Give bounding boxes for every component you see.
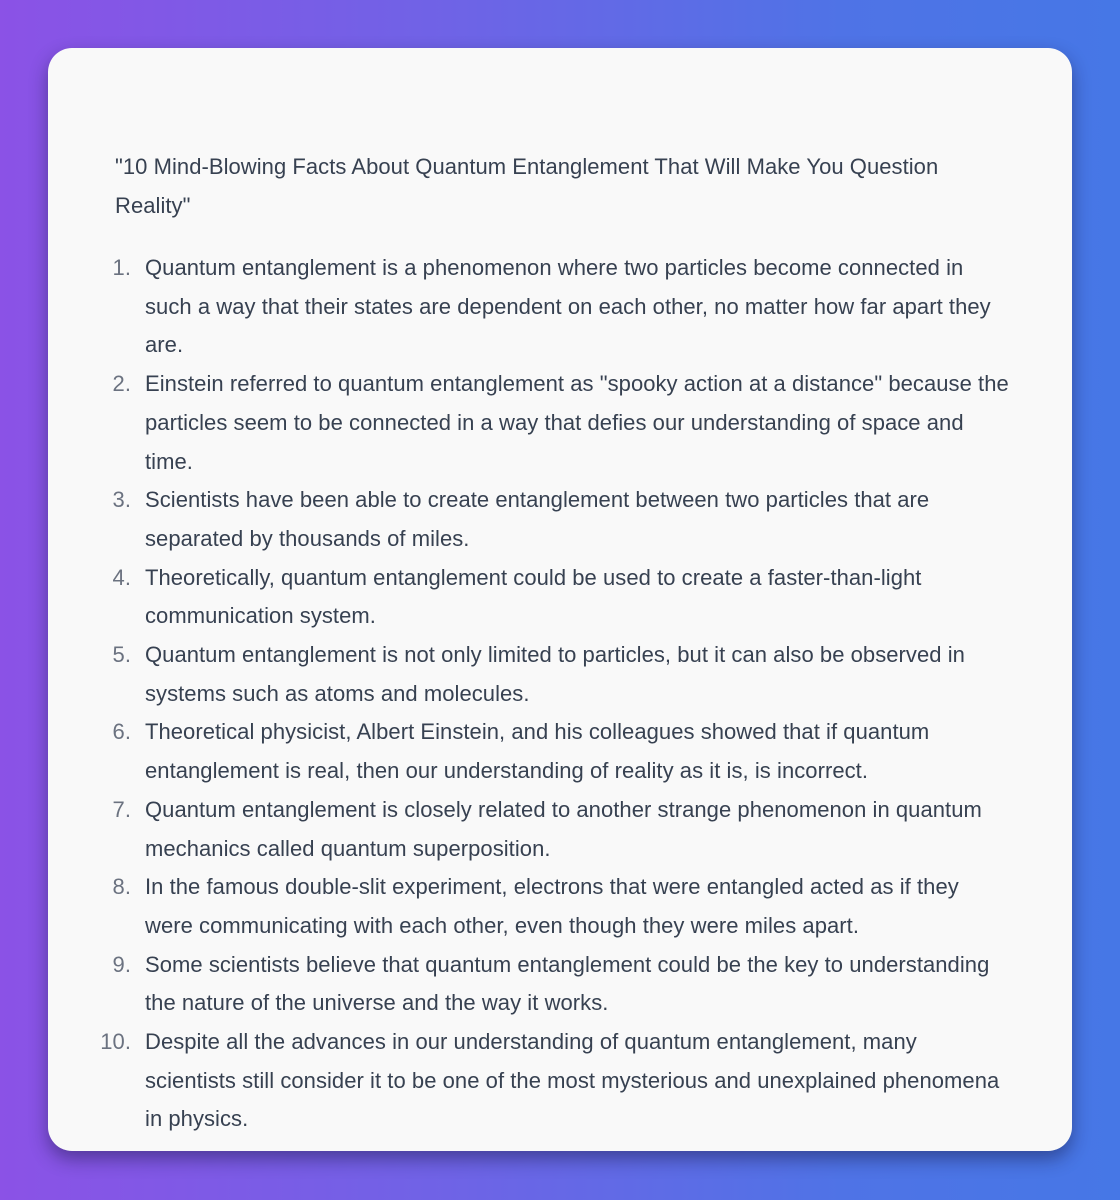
list-item-text: In the famous double-slit experiment, electrons that were entangled acted as if they were communicating with each other, even though they were miles apart. — [145, 874, 959, 938]
list-item-text: Quantum entanglement is a phenomenon where two particles become connected in such a way that their states are dependent on each other, no matter how far apart they are. — [145, 255, 991, 358]
list-item — [114, 713, 1012, 790]
list-item-text: Despite all the advances in our understanding of quantum entanglement, many scientists still consider it to be one of the most mysterious and unexplained phenomena in physics. — [145, 1029, 1000, 1132]
list-item-number: 1. — [112, 255, 131, 280]
list-item — [114, 636, 1012, 713]
list-item-number: 3. — [112, 487, 131, 513]
list-item-number: 5. — [112, 642, 131, 668]
list-item-number: 2. — [112, 371, 131, 397]
message-card — [48, 48, 1072, 1151]
list-item-number: 4. — [112, 564, 131, 590]
list-item-number: 9. — [112, 951, 131, 977]
list-item-number: 6. — [112, 719, 131, 745]
list-item-number: 10. — [100, 1029, 131, 1055]
list-item — [114, 481, 1012, 558]
list-item-text: Some scientists believe that quantum entanglement could be the key to understanding the nature of the universe and the way it works. — [145, 951, 990, 1016]
message-title: "10 Mind-Blowing Facts About Quantum Entanglement That Will Make You Question Reality" — [115, 154, 939, 218]
list-item — [100, 1023, 1012, 1139]
facts-list — [100, 249, 1012, 1139]
list-item-number: 8. — [112, 874, 131, 900]
list-item-text: Scientists have been able to create entanglement between two particles that are separated by thousands of miles. — [145, 487, 930, 551]
list-item-text: Quantum entanglement is closely related to another strange phenomenon in quantum mechanics called quantum superposition. — [145, 796, 982, 861]
list-item — [114, 868, 1012, 945]
list-item-text: Theoretically, quantum entanglement could be used to create a faster-than-light communication system. — [145, 564, 922, 629]
list-item-text: Einstein referred to quantum entanglement as "spooky action at a distance" because the particles seem to be connected in a way that defies our understanding of space and time. — [145, 371, 1009, 474]
list-item — [114, 365, 1012, 481]
list-item — [114, 559, 1012, 636]
list-item — [114, 791, 1012, 868]
list-item-number: 7. — [112, 796, 131, 822]
list-item-text: Theoretical physicist, Albert Einstein, and his colleagues showed that if quantum entanglement is real, then our understanding of reality as it is, is incorrect. — [145, 719, 930, 784]
list-item — [114, 249, 1012, 365]
list-item — [114, 946, 1012, 1023]
list-item-text: Quantum entanglement is not only limited to particles, but it can also be observed in systems such as atoms and molecules. — [145, 642, 965, 706]
